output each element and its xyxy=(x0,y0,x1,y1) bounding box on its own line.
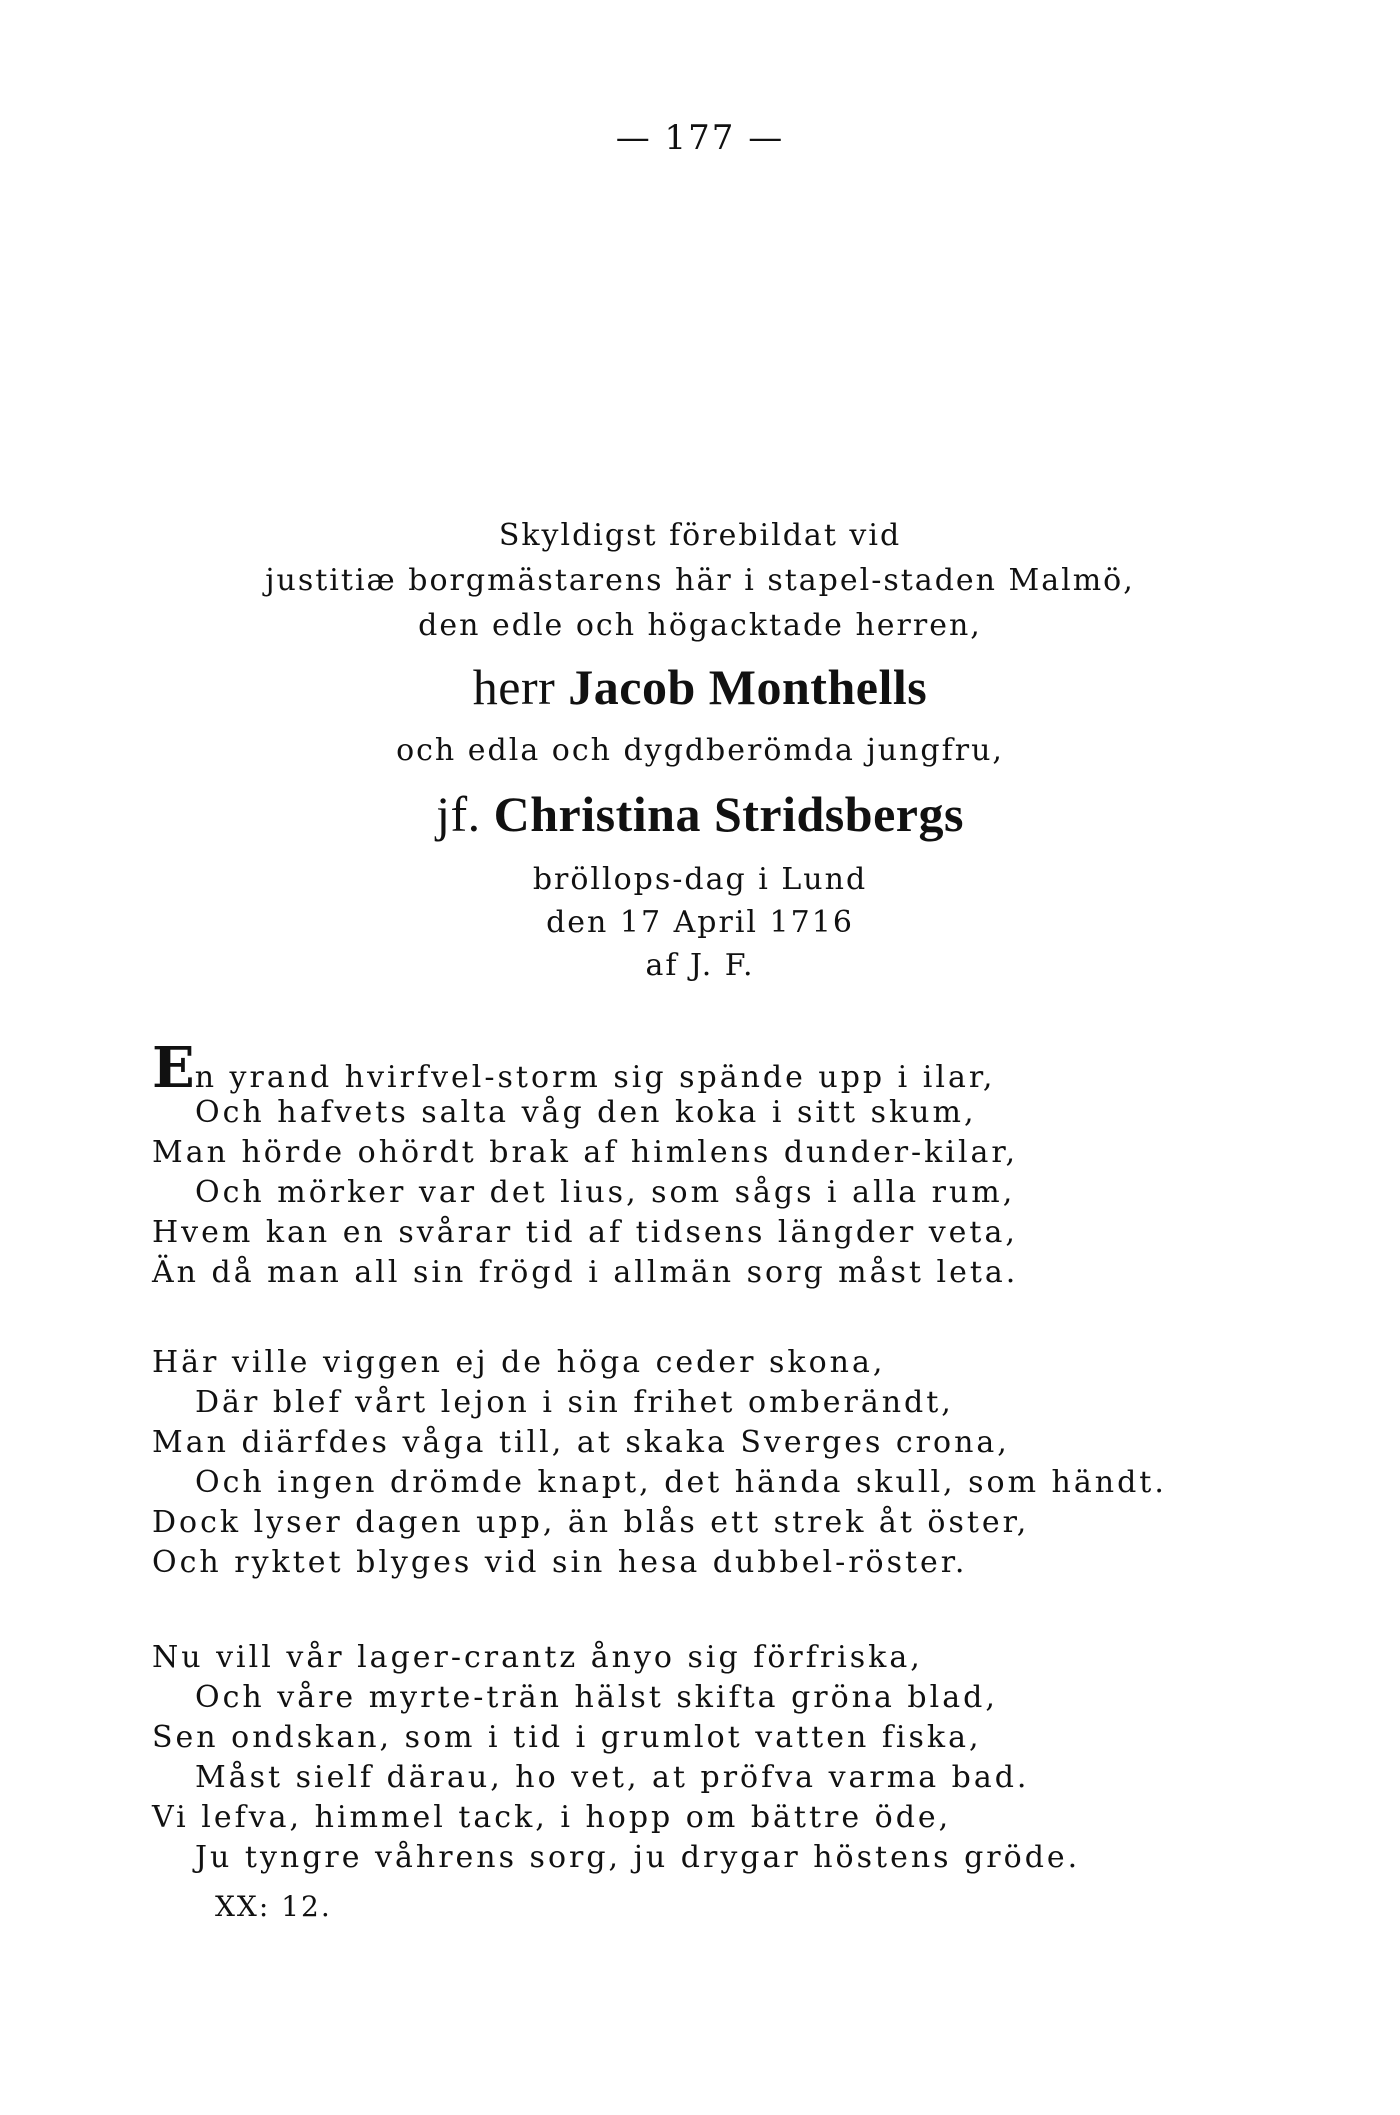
stanza-1-line-5: Hvem kan en svårar tid af tidsens längder veta, xyxy=(152,1215,1018,1250)
dedication-line-7: bröllops-dag i Lund xyxy=(532,862,868,897)
stanza-2-line-3: Man diärfdes våga till, at skaka Sverges crona, xyxy=(152,1425,1010,1460)
stanza-2-line-4: Och ingen drömde knapt, det hända skull, som händt. xyxy=(195,1465,1167,1500)
stanza-3-line-1: Nu vill vår lager-crantz ånyo sig förfriska, xyxy=(152,1640,923,1675)
dedication-line-2: justitiæ borgmästarens här i stapel-staden Malmö, xyxy=(265,563,1135,598)
stanza-2-line-5: Dock lyser dagen upp, än blås ett strek åt öster, xyxy=(152,1505,1030,1540)
dedication-line-8: den 17 April 1716 xyxy=(546,905,854,940)
stanza-2-line-6: Och ryktet blyges vid sin hesa dubbel-röster. xyxy=(152,1545,968,1580)
bride-name: Christina Stridsbergs xyxy=(493,786,964,842)
stanza-1-line-1 xyxy=(152,1035,996,1101)
bride-prefix: jf. xyxy=(436,786,494,842)
stanza-1-line-6: Än då man all sin frögd i allmän sorg måst leta. xyxy=(152,1255,1019,1290)
dedication-line-9: af J. F. xyxy=(645,948,755,983)
stanza-2-line-2: Där blef vårt lejon i sin frihet omberändt, xyxy=(195,1385,954,1420)
stanza-3-line-6: Ju tyngre våhrens sorg, ju drygar höstens gröde. xyxy=(195,1840,1081,1875)
stanza-3-line-2: Och våre myrte-trän hälst skifta gröna blad, xyxy=(195,1680,998,1715)
stanza-1-line-4: Och mörker var det lius, som sågs i alla rum, xyxy=(195,1175,1016,1210)
stanza-3-line-5: Vi lefva, himmel tack, i hopp om bättre öde, xyxy=(152,1800,952,1835)
stanza-3-line-4: Måst sielf därau, ho vet, at pröfva varma bad. xyxy=(195,1760,1030,1795)
dedication-line-5: och edla och dygdberömda jungfru, xyxy=(396,733,1004,768)
stanza-3-line-3: Sen ondskan, som i tid i grumlot vatten fiska, xyxy=(152,1720,982,1755)
drop-cap: E xyxy=(152,1035,195,1101)
page-number: — 177 — xyxy=(615,118,785,158)
groom-name: Jacob Monthells xyxy=(568,659,928,715)
signature-mark: XX: 12. xyxy=(215,1890,332,1923)
stanza-1-line-1-text: n yrand hvirfvel-storm sig spände upp i ilar, xyxy=(194,1060,996,1095)
groom-name-line xyxy=(0,658,1400,716)
dedication-line-3: den edle och högacktade herren, xyxy=(418,608,982,643)
groom-prefix: herr xyxy=(472,659,569,715)
stanza-1-line-2: Och hafvets salta våg den koka i sitt skum, xyxy=(195,1095,977,1130)
dedication-line-1: Skyldigst förebildat vid xyxy=(498,518,902,553)
bride-name-line xyxy=(0,785,1400,843)
stanza-2-line-1: Här ville viggen ej de höga ceder skona, xyxy=(152,1345,886,1380)
stanza-1-line-3: Man hörde ohördt brak af himlens dunder-kilar, xyxy=(152,1135,1019,1170)
